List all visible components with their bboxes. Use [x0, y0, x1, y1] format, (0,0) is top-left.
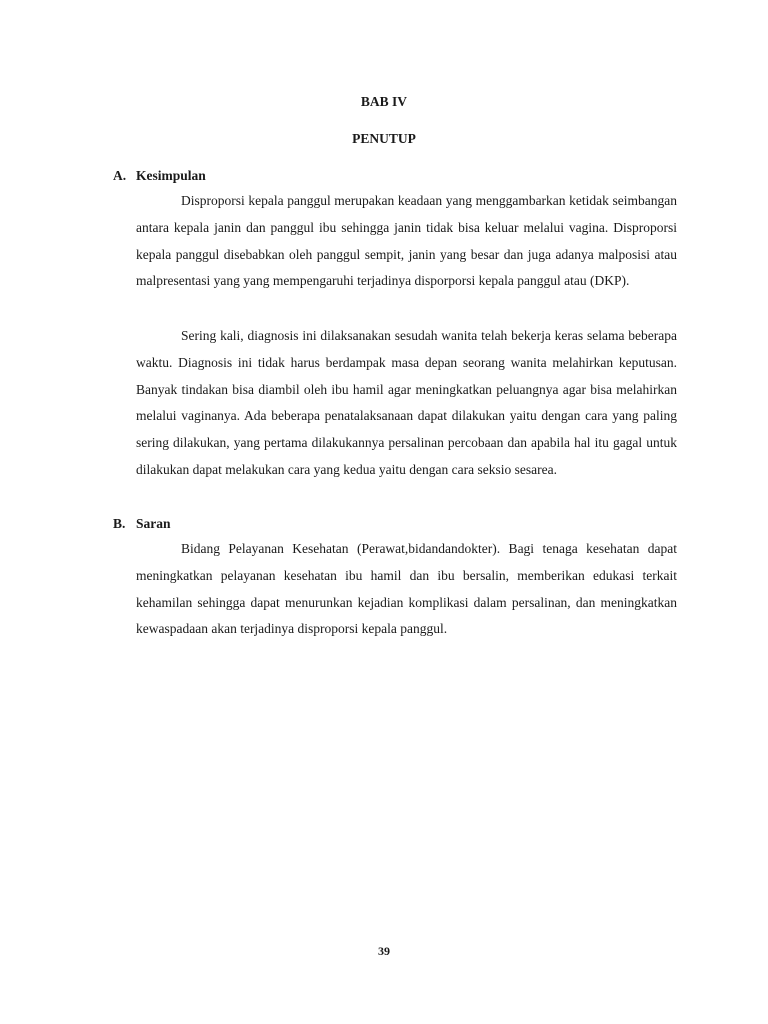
section-title: Saran [136, 516, 171, 531]
chapter-title: PENUTUP [352, 131, 416, 146]
section-letter: B. [113, 516, 126, 531]
section-heading-saran [113, 516, 171, 532]
paragraph-saran-1: Bidang Pelayanan Kesehatan (Perawat,bidandandokter). Bagi tenaga kesehatan dapat meningkatkan pelayanan kesehatan ibu hamil dan ibu bersalin, memberikan edukasi terkait kehamilan sehingga dapat menurunkan kejadian komplikasi dalam persalinan, dan meningkatkan kewaspadaan akan terjadinya disproporsi kepala panggul. [136, 541, 677, 637]
section-heading-kesimpulan [113, 168, 206, 184]
paragraph-kesimpulan-2: Sering kali, diagnosis ini dilaksanakan sesudah wanita telah bekerja keras selama beberapa waktu. Diagnosis ini tidak harus berdampak masa depan seorang wanita melahirkan keputusan. Banyak tindakan bisa diambil oleh ibu hamil agar meningkatkan peluangnya agar bisa melahirkan melalui vaginanya. Ada beberapa penatalaksanaan dapat dilakukan yaitu dengan cara yang paling sering dilakukan, yang pertama dilakukannya persalinan percobaan dan apabila hal itu gagal untuk dilakukan dapat melakukan cara yang kedua yaitu dengan cara seksio sesarea. [136, 328, 677, 477]
paragraph-kesimpulan-1: Disproporsi kepala panggul merupakan keadaan yang menggambarkan ketidak seimbangan antara kepala janin dan panggul ibu sehingga janin tidak bisa keluar melalui vagina. Disproporsi kepala panggul disebabkan oleh panggul sempit, janin yang besar dan juga adanya malposisi atau malpresentasi yang yang mempengaruhi terjadinya disporporsi kepala panggul atau (DKP). [136, 193, 677, 289]
section-title: Kesimpulan [136, 168, 206, 183]
section-letter: A. [113, 168, 127, 183]
page-number: 39 [378, 944, 390, 958]
chapter-number: BAB IV [360, 94, 408, 109]
